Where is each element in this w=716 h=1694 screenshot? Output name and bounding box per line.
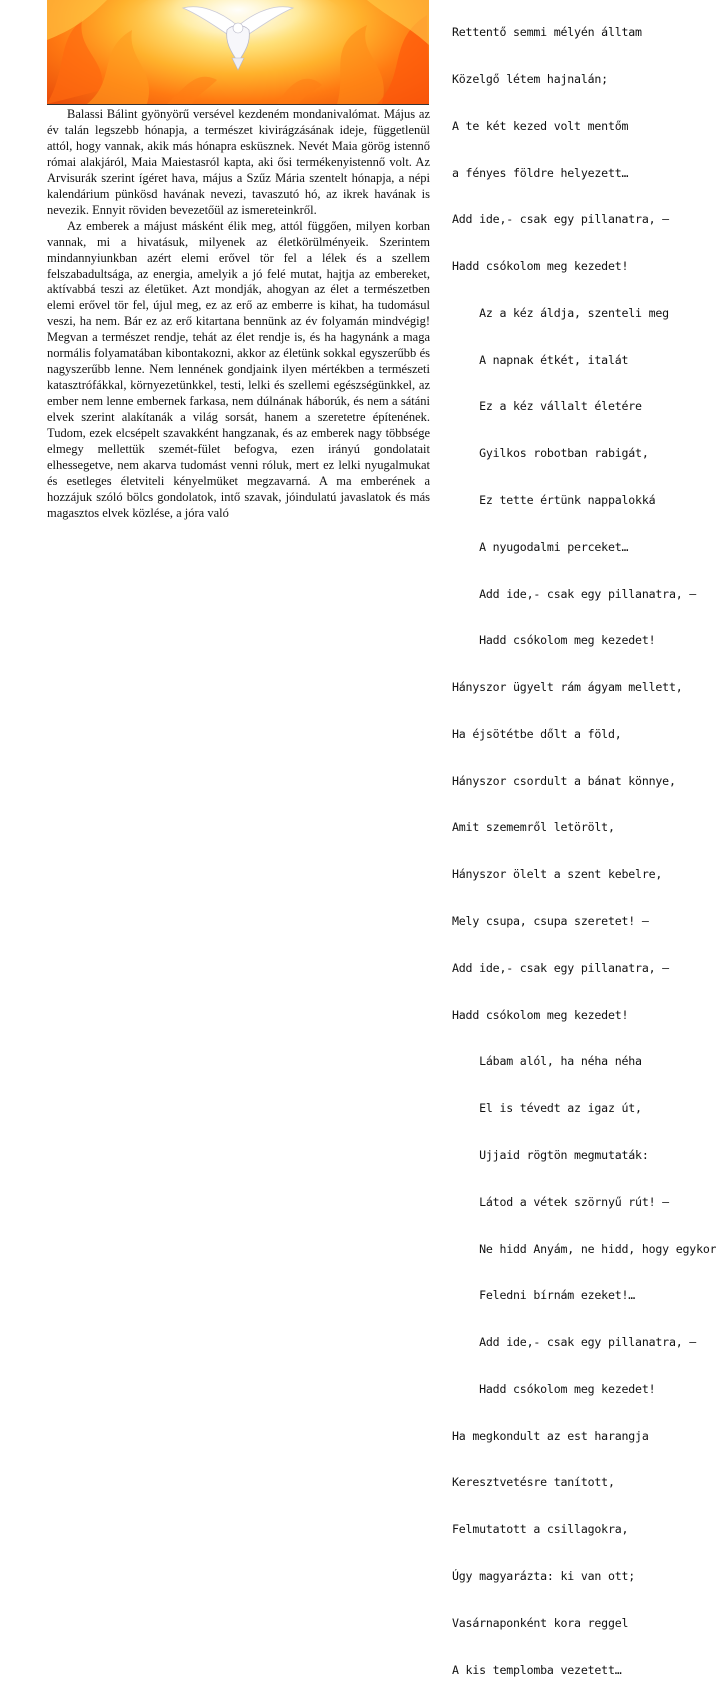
- poem-line: Ez a kéz vállalt életére: [452, 399, 642, 414]
- article-paragraph: Balassi Bálint gyönyörű versével kezdeném mondanivalómat. Május az év talán legszebb hónapja, a természet kivirágzásának ideje, függetlenül attól, hogy vannak, akik más hónapra esküsznek. Nevét Maia görög istennő római alakjáról, Maia Maiestasról kapta, aki ősi termékenyistennő volt. Az Arvisurák szerint ígéret hava, május a Szűz Mária szentelt hónapja, a népi kalendárium pünkösd havának nevezi, tavaszutó hó, az ikrek havának is nevezik. Ennyit röviden bevezetőül az ismereteinkről.: [47, 107, 430, 217]
- poem-line: Ha megkondult az est harangja: [452, 1428, 649, 1443]
- poem-line: Hányszor ügyelt rám ágyam mellett,: [452, 680, 683, 695]
- poem: [452, 0, 716, 1694]
- poem-line: Hadd csókolom meg kezedet!: [452, 259, 629, 274]
- poem-line: Ne hidd Anyám, ne hidd, hogy egykor: [452, 1241, 716, 1256]
- poem-line: Add ide,- csak egy pillanatra, –: [452, 1335, 697, 1350]
- poem-line: Lábam alól, ha néha néha: [452, 1054, 642, 1069]
- dove-illustration: [47, 0, 429, 105]
- poem-line: Közelgő létem hajnalán;: [452, 71, 608, 86]
- dove-in-flames-icon: [47, 0, 429, 104]
- poem-line: Az a kéz áldja, szenteli meg: [452, 305, 669, 320]
- article-paragraph: Az emberek a májust másként élik meg, attól függően, milyen korban vannak, mi a hivatásuk, milyenek az életkörülményeik. Szerintem mindannyiunkban azért elemi erővel tör fel a lélek és a szellem felszabadultsága, az energia, amelyik a jó felé mutat, hajtja az embereket, aktívabbá teszi az életüket. Azt mondják, ahogyan az élet a természetben elemi erővel tör fel, újul meg, ez az erő az emberre is kihat, ha tudomásul veszi, ha nem. Bár ez az erő kitartana bennünk az év folyamán mindvégig! Megvan a természet rendje, tehát az élet rendje is, és ha hagynánk a maga normális folyamatában kibontakozni, akkor az életünk sokkal egyszerűbb és nagyszerűbb lenne. Nem lennének gondjaink ilyen mértékben a természeti katasztrófákkal, környezetünkkel, testi, lelki és szellemi egészségünkkel, az ember nem lenne embernek farkasa, nem dúlnának háborúk, és nem a sátáni elvek szerint alakítanák a világ sorsát, hanem a szeretetre építenének. Tudom, ezek elcsépelt szavakként hangzanak, és az emberek nagy többsége elmegy mellettük szemét-fület befogva, ezen irányú gondolatait elhessegetve, nem akarva tudomást venni róluk, mert ez lelki nyugalmukat és esetleges életviteli kényelmüket megzavarná. A ma emberének a hozzájuk szóló bölcs gondolatok, intő szavak, jóindulatú javaslatok és más magasztos elvek közlése, a jóra való: [47, 218, 430, 520]
- poem-line: Add ide,- csak egy pillanatra, –: [452, 960, 669, 975]
- poem-line: Mely csupa, csupa szeretet! –: [452, 914, 649, 929]
- poem-line: Hadd csókolom meg kezedet!: [452, 633, 656, 648]
- poem-line: Látod a vétek szörnyű rút! –: [452, 1194, 669, 1209]
- poem-line: Hányszor csordult a bánat könnye,: [452, 773, 676, 788]
- poem-line: A nyugodalmi perceket…: [452, 539, 629, 554]
- poem-line: Add ide,- csak egy pillanatra, –: [452, 586, 697, 601]
- poem-line: Ujjaid rögtön megmutaták:: [452, 1147, 649, 1162]
- poem-line: Rettentő semmi mélyén álltam: [452, 25, 642, 40]
- poem-line: Add ide,- csak egy pillanatra, –: [452, 212, 669, 227]
- poem-line: A kis templomba vezetett…: [452, 1662, 622, 1677]
- poem-line: Hadd csókolom meg kezedet!: [452, 1381, 656, 1396]
- article-text: [47, 107, 430, 522]
- poem-line: Keresztvetésre tanított,: [452, 1475, 615, 1490]
- poem-line: Felmutatott a csillagokra,: [452, 1522, 629, 1537]
- poem-line: Gyilkos robotban rabigát,: [452, 446, 649, 461]
- poem-line: Feledni bírnám ezeket!…: [452, 1288, 636, 1303]
- poem-line: Ez tette értünk nappalokká: [452, 493, 656, 507]
- poem-line: Hányszor ölelt a szent kebelre,: [452, 867, 663, 882]
- poem-line: Ha éjsötétbe dőlt a föld,: [452, 726, 622, 741]
- poem-line: Vasárnaponként kora reggel: [452, 1615, 629, 1630]
- poem-line: A te két kezed volt mentőm: [452, 118, 629, 133]
- poem-line: El is tévedt az igaz út,: [452, 1101, 642, 1116]
- poem-line: a fényes földre helyezett…: [452, 165, 629, 180]
- poem-line: Úgy magyarázta: ki van ott;: [452, 1568, 636, 1583]
- poem-line: Hadd csókolom meg kezedet!: [452, 1007, 629, 1022]
- poem-line: A napnak étkét, italát: [452, 352, 629, 367]
- poem-line: Amit szememről letörölt,: [452, 820, 615, 835]
